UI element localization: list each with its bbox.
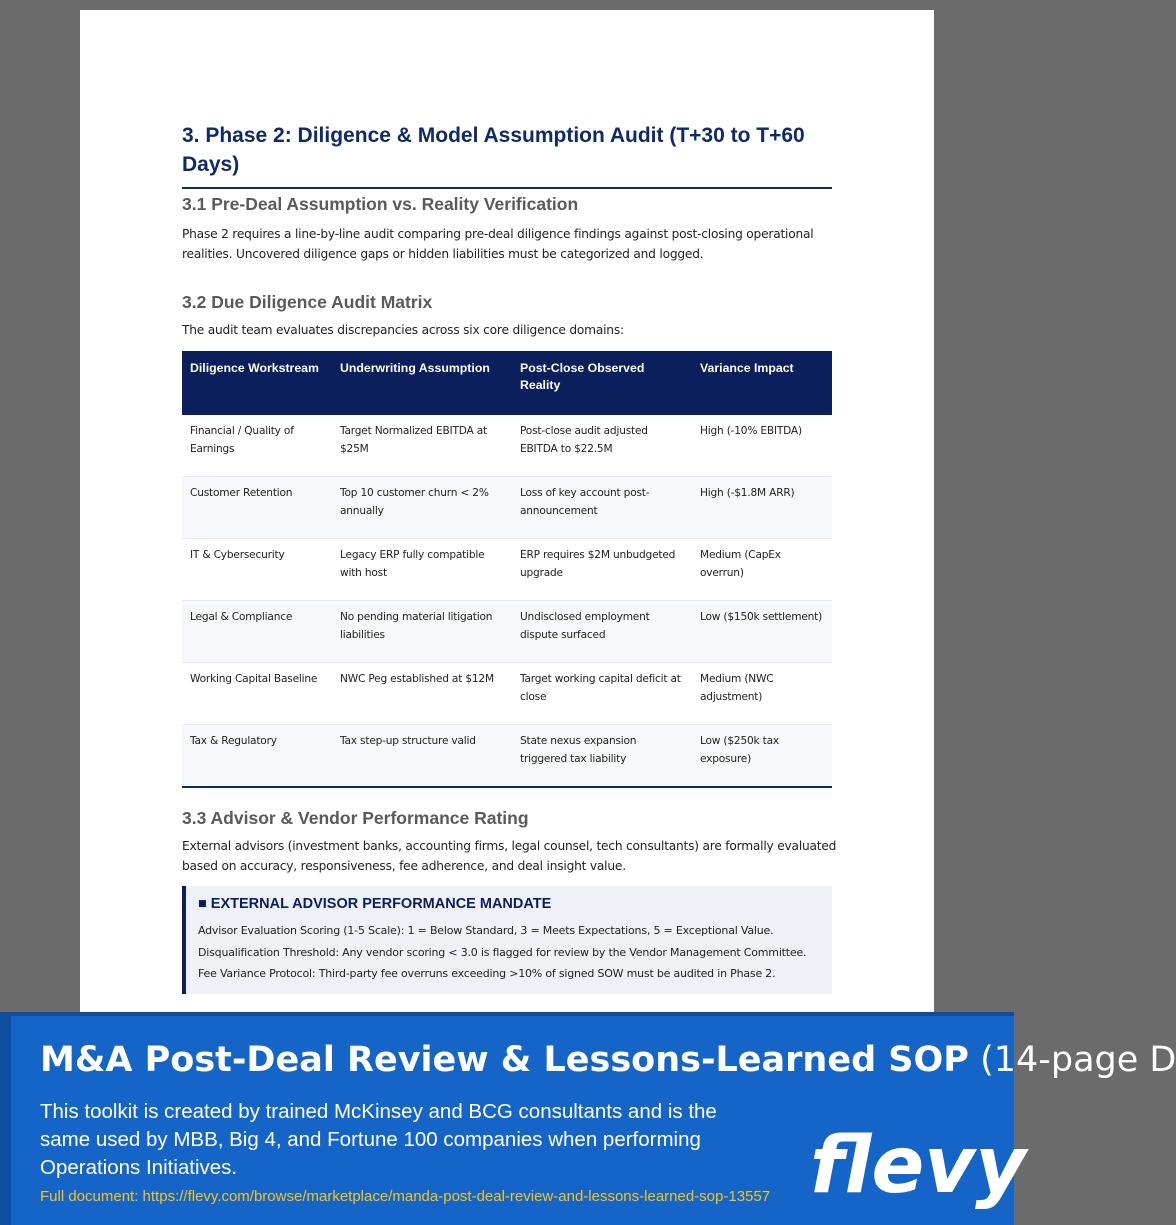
- table-cell: Target Normalized EBITDA at $25M: [332, 415, 512, 477]
- mandate-title: ■ EXTERNAL ADVISOR PERFORMANCE MANDATE: [198, 896, 552, 912]
- table-row: [182, 415, 832, 477]
- table-cell: Post-close audit adjusted EBITDA to $22.5M: [512, 415, 692, 477]
- table-row: [182, 601, 832, 663]
- banner-title-main: M&A Post-Deal Review & Lessons-Learned SOP: [40, 1040, 969, 1080]
- table-cell: NWC Peg established at $12M: [332, 663, 512, 725]
- column-header: Post-Close Observed Reality: [512, 351, 692, 415]
- table-cell: Low ($150k settlement): [692, 601, 832, 663]
- table-cell: High (-10% EBITDA): [692, 415, 832, 477]
- mandate-line: Fee Variance Protocol: Third-party fee overruns exceeding >10% of signed SOW must be audited in Phase 2.: [198, 967, 776, 980]
- table-cell: Legal & Compliance: [182, 601, 332, 663]
- column-header: Underwriting Assumption: [332, 351, 512, 415]
- document-link[interactable]: Full document: https://flevy.com/browse/marketplace/manda-post-deal-review-and-lessons-learned-sop-13557: [40, 1188, 771, 1205]
- table-header-row: [182, 351, 832, 415]
- banner-title-suffix: (14-page D: [980, 1040, 1176, 1080]
- table-cell: Tax step-up structure valid: [332, 725, 512, 788]
- audit-matrix-table: [182, 351, 832, 788]
- advisor-mandate-callout: [182, 886, 832, 994]
- table-cell: Tax & Regulatory: [182, 725, 332, 788]
- promo-banner: [0, 1012, 1176, 1225]
- paragraph-3-2: The audit team evaluates discrepancies across six core diligence domains:: [182, 323, 624, 337]
- table-cell: High (-$1.8M ARR): [692, 477, 832, 539]
- table-cell: Legacy ERP fully compatible with host: [332, 539, 512, 601]
- table-cell: ERP requires $2M unbudgeted upgrade: [512, 539, 692, 601]
- table-row: [182, 477, 832, 539]
- table-cell: No pending material litigation liabilities: [332, 601, 512, 663]
- table-cell: Working Capital Baseline: [182, 663, 332, 725]
- document-page: [80, 10, 934, 1020]
- column-header: Diligence Workstream: [182, 351, 332, 415]
- mandate-line: Advisor Evaluation Scoring (1-5 Scale): 1 = Below Standard, 3 = Meets Expectations, 5 = Exceptional Value.: [198, 924, 774, 937]
- table-cell: Medium (CapEx overrun): [692, 539, 832, 601]
- table-cell: IT & Cybersecurity: [182, 539, 332, 601]
- table-cell: Loss of key account post-announcement: [512, 477, 692, 539]
- table-cell: State nexus expansion triggered tax liability: [512, 725, 692, 788]
- paragraph-3-3: External advisors (investment banks, accounting firms, legal counsel, tech consultants) are formally evaluated based on accuracy, responsiveness, fee adherence, and deal insight value.: [182, 839, 837, 873]
- mandate-line: Disqualification Threshold: Any vendor scoring < 3.0 is flagged for review by the Vendor Management Committee.: [198, 945, 807, 959]
- table-cell: Top 10 customer churn < 2% annually: [332, 477, 512, 539]
- logo-text: flevy: [810, 1121, 1026, 1211]
- heading-3-3: 3.3 Advisor & Vendor Performance Rating: [182, 808, 529, 828]
- table-row: [182, 539, 832, 601]
- banner-accent-strip: [0, 1016, 11, 1225]
- flevy-logo: [806, 1114, 1026, 1211]
- heading-3-1: 3.1 Pre-Deal Assumption vs. Reality Verification: [182, 194, 579, 214]
- banner-description: This toolkit is created by trained McKinsey and BCG consultants and is the same used by MBB, Big 4, and Fortune 100 companies when performing Operations Initiatives.: [40, 1100, 717, 1179]
- table-cell: Undisclosed employment dispute surfaced: [512, 601, 692, 663]
- table-cell: Low ($250k tax exposure): [692, 725, 832, 788]
- table-row: [182, 663, 832, 725]
- table-row: [182, 725, 832, 788]
- column-header: Variance Impact: [692, 351, 832, 415]
- table-cell: Financial / Quality of Earnings: [182, 415, 332, 477]
- section-title: 3. Phase 2: Diligence & Model Assumption Audit (T+30 to T+60 Days): [182, 121, 832, 189]
- banner-title: [40, 1040, 1176, 1080]
- paragraph-3-1: Phase 2 requires a line-by-line audit comparing pre-deal diligence findings against post-closing operational realities. Uncovered diligence gaps or hidden liabilities must be categorized and logged.: [182, 227, 814, 261]
- table-cell: Medium (NWC adjustment): [692, 663, 832, 725]
- table-cell: Customer Retention: [182, 477, 332, 539]
- heading-3-2: 3.2 Due Diligence Audit Matrix: [182, 292, 433, 312]
- table-cell: Target working capital deficit at close: [512, 663, 692, 725]
